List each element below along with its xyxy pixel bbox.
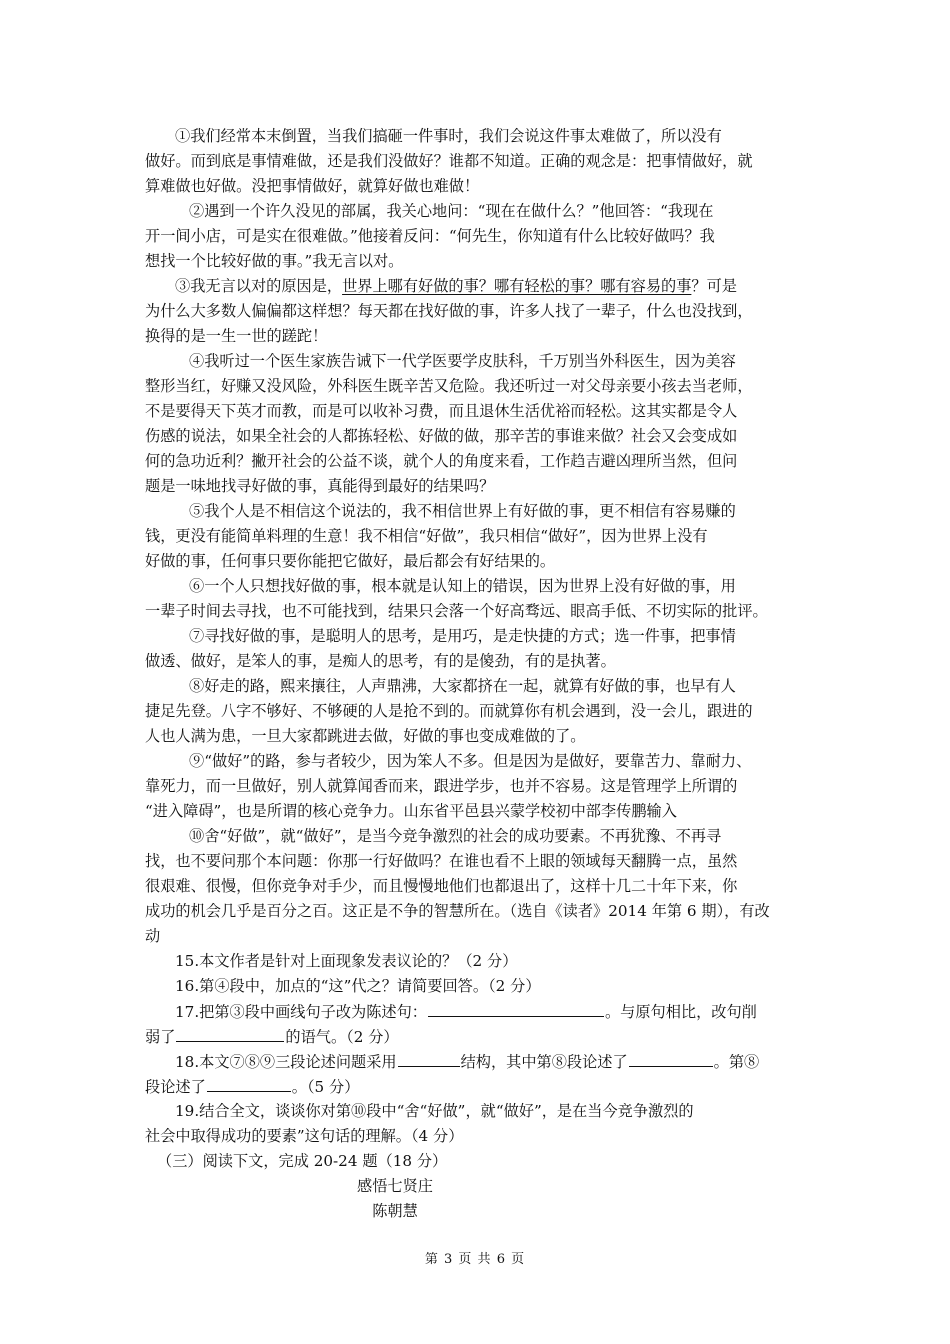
text-line: ⑦寻找好做的事，是聪明人的思考，是用巧，是走快捷的方式；选一件事，把事情: [189, 627, 736, 645]
paragraph-1: [145, 124, 805, 199]
paragraph-5: [145, 499, 805, 574]
text-line: 何的急功近利？撇开社会的公益不谈，就个人的角度来看，工作趋吉避凶理所当然，但问: [145, 452, 738, 470]
text-line: 人也人满为患，一旦大家都跳进去做，好做的事也变成难做的了。: [145, 727, 586, 745]
text-line: ⑧好走的路，熙来攘往，人声鼎沸，大家都挤在一起，就算有好做的事，也早有人: [189, 677, 736, 695]
text-line: 整形当红，好赚又没风险，外科医生既辛苦又危险。我还听过一对父母亲要小孩去当老师，: [145, 377, 753, 395]
paragraph-10: [145, 824, 805, 949]
text-line: “进入障碍”，也是所谓的核心竞争力。山东省平邑县兴蒙学校初中部李传鹏输入: [145, 802, 677, 820]
text-line: 想找一个比较好做的事。”我无言以对。: [145, 252, 404, 270]
text-line: [145, 274, 805, 299]
question-18-text: 。（5 分）: [291, 1078, 360, 1096]
document-body: [145, 124, 805, 1224]
text-line: ⑩舍“好做”，就“做好”，是当今竞争激烈的社会的成功要素。不再犹豫、不再寻: [189, 827, 722, 845]
question-18-text: 结构，其中第⑧段论述了: [460, 1053, 628, 1071]
text-line: 很艰难、很慢，但你竞争对手少，而且慢慢地他们也都退出了，这样十几二十年下来，你: [145, 877, 738, 895]
paragraph-2: [145, 199, 805, 274]
answer-blank[interactable]: [398, 1049, 460, 1067]
question-17-text: 。与原句相比，改句削: [604, 1003, 757, 1021]
answer-blank[interactable]: [176, 1024, 284, 1042]
text-line: 换得的是一生一世的蹉跎！: [145, 327, 328, 345]
question-19-continued: 社会中取得成功的要素”这句话的理解。（4 分）: [145, 1127, 464, 1145]
text-line: ⑥一个人只想找好做的事，根本就是认知上的错误，因为世界上没有好做的事，用: [189, 577, 736, 595]
answer-blank[interactable]: [428, 999, 604, 1017]
paragraph-9: [145, 749, 805, 824]
text-line: 为什么大多数人偏偏都这样想？每天都在找好做的事，许多人找了一辈子，什么也没找到，: [145, 302, 753, 320]
text-line: 成功的机会几乎是百分之百。这正是不争的智慧所在。（选自《读者》2014 年第 6 期），有改: [145, 902, 770, 920]
underlined-sentence: 世界上哪有好做的事？哪有轻松的事？哪有容易的事: [342, 277, 692, 295]
paragraph-3: [145, 274, 805, 349]
text-line: 找，也不要问那个本问题：你那一行好做吗？在谁也看不上眼的领域每天翻腾一点，虽然: [145, 852, 738, 870]
article-title: 感悟七贤庄: [357, 1177, 433, 1195]
text-line: 好做的事，任何事只要你能把它做好，最后都会有好结果的。: [145, 552, 556, 570]
article-author: 陈朝慧: [372, 1202, 418, 1220]
paragraph-6: [145, 574, 805, 624]
paragraph-3-tail: ？可是: [691, 277, 737, 295]
text-line: 靠死力，而一旦做好，别人就算闻香而来，跟进学步，也并不容易。这是管理学上所谓的: [145, 777, 738, 795]
section-heading: （三）阅读下文，完成 20-24 题（18 分）: [157, 1152, 448, 1170]
page-footer: 第 3 页 共 6 页: [424, 1252, 526, 1267]
question-18-text: 18.本文⑦⑧⑨三段论述问题采用: [175, 1053, 397, 1071]
text-line: 不是要得天下英才而教，而是可以收补习费，而且退休生活优裕而轻松。这其实都是令人: [145, 402, 738, 420]
question-17-text: 的语气。（2 分）: [285, 1028, 399, 1046]
text-line: ①我们经常本末倒置，当我们搞砸一件事时，我们会说这件事太难做了，所以没有: [175, 127, 722, 145]
text-line: 开一间小店，可是实在很难做。”他接着反问：“何先生，你知道有什么比较好做吗？我: [145, 227, 715, 245]
question-18-text: 段论述了: [145, 1078, 206, 1096]
text-line: 捷足先登。八字不够好、不够硬的人是抢不到的。而就算你有机会遇到，没一会儿，跟进的: [145, 702, 753, 720]
text-line: 钱，更没有能简单料理的生意！我不相信“好做”，我只相信“做好”，因为世界上没有: [145, 527, 708, 545]
paragraph-4: [145, 349, 805, 499]
question-16: 16.第④段中，加点的“这”代之？请简要回答。（2 分）: [175, 977, 541, 995]
paragraph-3-head: ③我无言以对的原因是，: [175, 277, 343, 295]
answer-blank[interactable]: [629, 1049, 713, 1067]
text-line: 动: [145, 927, 161, 945]
text-line: ⑨“做好”的路，参与者较少，因为笨人不多。但是因为是做好，要靠苦力、靠耐力、: [189, 752, 752, 770]
question-15: 15.本文作者是针对上面现象发表议论的？（2 分）: [175, 952, 518, 970]
question-17-continued: [145, 1024, 805, 1049]
question-18-continued: [145, 1074, 805, 1099]
text-line: 伤感的说法，如果全社会的人都拣轻松、好做的做，那辛苦的事谁来做？社会又会变成如: [145, 427, 738, 445]
section-3: [145, 1149, 805, 1224]
text-line: ④我听过一个医生家族告诫下一代学医要学皮肤科，千万别当外科医生，因为美容: [189, 352, 736, 370]
question-19: 19.结合全文，谈谈你对第⑩段中“舍“好做”，就“做好”，是在当今竞争激烈的: [175, 1102, 694, 1120]
answer-blank[interactable]: [207, 1074, 291, 1092]
text-line: ②遇到一个许久没见的部属，我关心地问：“现在在做什么？”他回答：“我现在: [189, 202, 714, 220]
question-list: [145, 949, 805, 1149]
text-line: ⑤我个人是不相信这个说法的，我不相信世界上有好做的事，更不相信有容易赚的: [189, 502, 736, 520]
text-line: 题是一味地找寻好做的事，真能得到最好的结果吗？: [145, 477, 495, 495]
text-line: 算难做也好做。没把事情做好，就算好做也难做！: [145, 177, 480, 195]
question-18: [145, 1049, 805, 1074]
text-line: 做好。而到底是事情难做，还是我们没做好？谁都不知道。正确的观念是：把事情做好，就: [145, 152, 753, 170]
paragraph-7: [145, 624, 805, 674]
text-line: 一辈子时间去寻找，也不可能找到，结果只会落一个好高骛远、眼高手低、不切实际的批评。: [145, 602, 768, 620]
question-18-text: 。第⑧: [713, 1053, 760, 1071]
question-17-text: 17.把第③段中画线句子改为陈述句：: [175, 1003, 427, 1021]
paragraph-8: [145, 674, 805, 749]
question-17: [145, 999, 805, 1024]
question-17-text: 弱了: [145, 1028, 176, 1046]
text-line: 做透、做好，是笨人的事，是痴人的思考，有的是傻劲，有的是执著。: [145, 652, 616, 670]
